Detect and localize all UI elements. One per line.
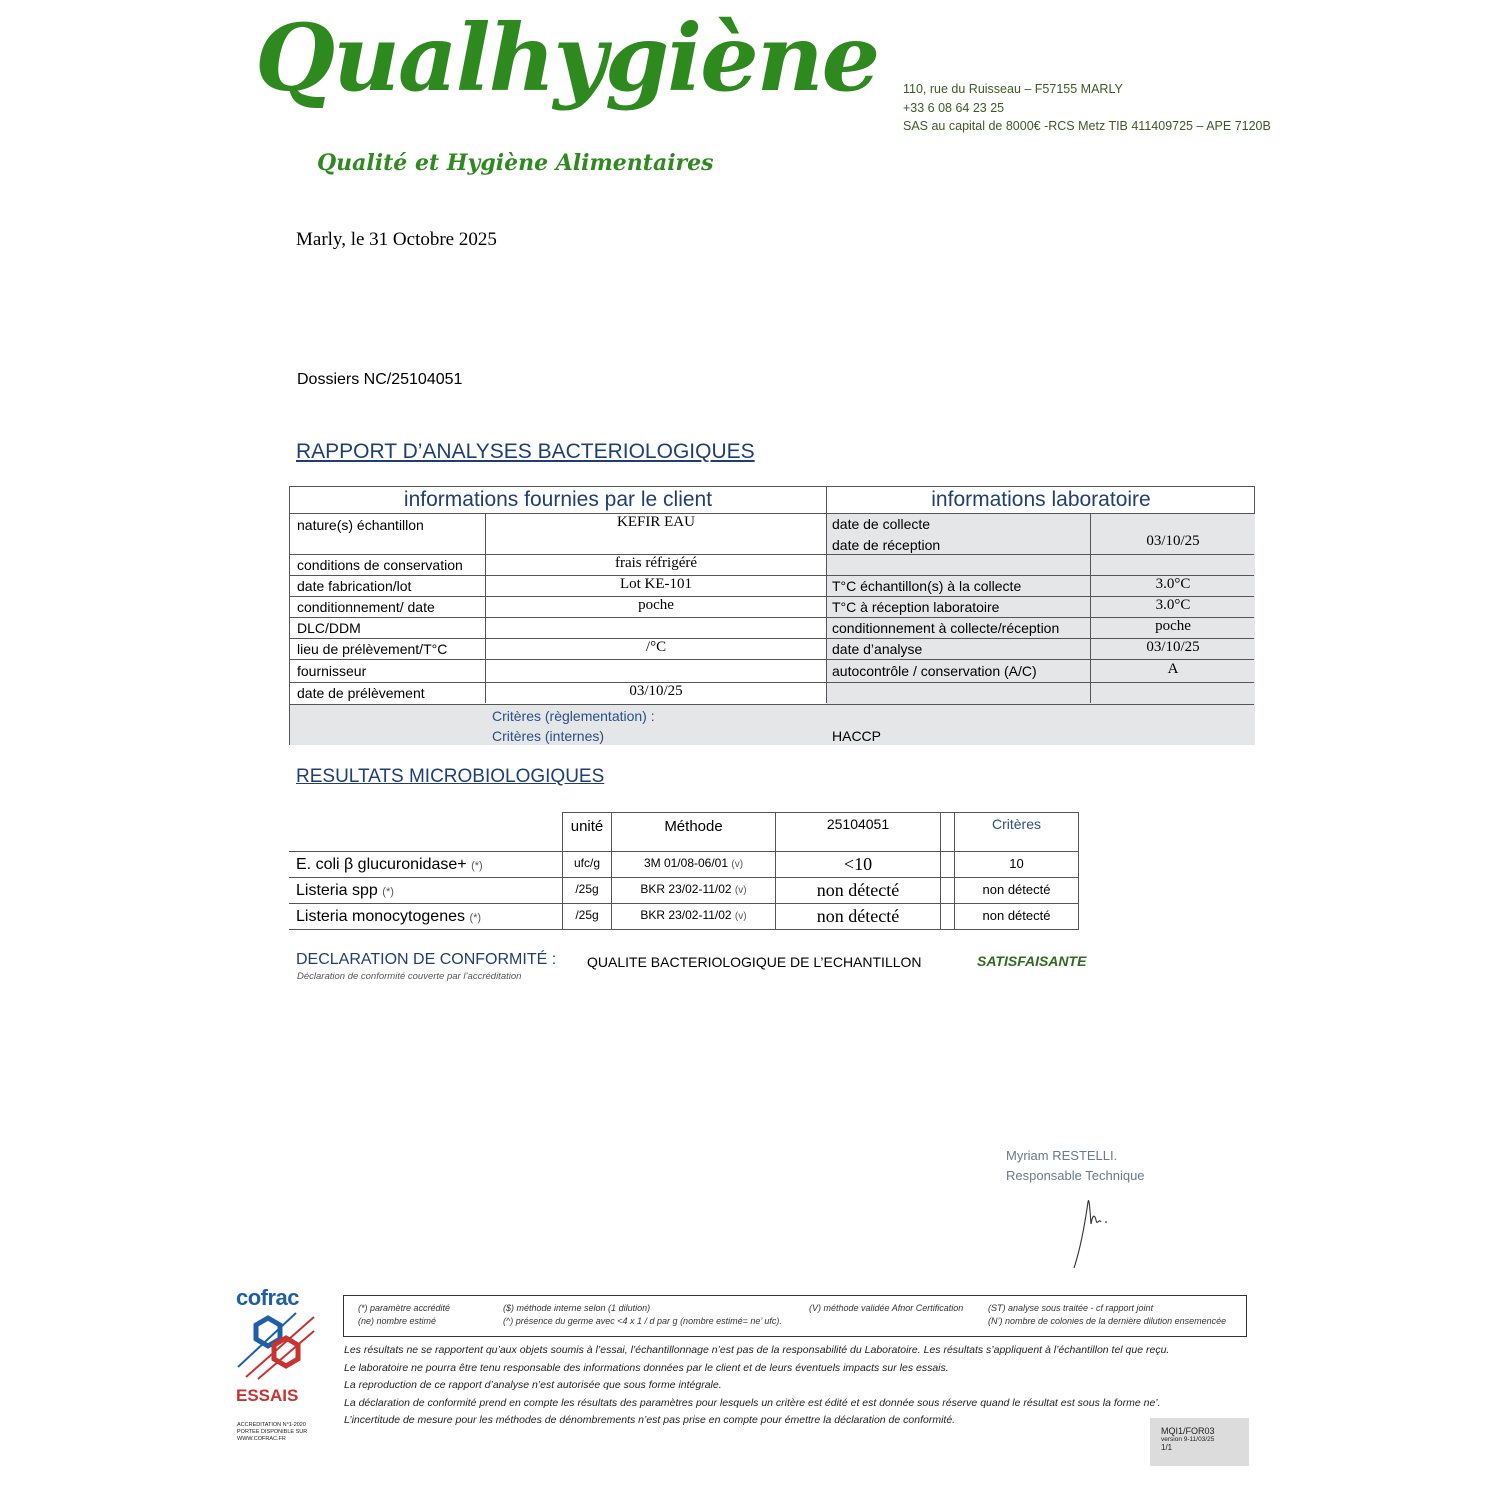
legend-item: ($) méthode interne selon (1 dilution) [503,1303,651,1313]
lab-label: date d’analyse [832,641,923,657]
result-method [612,908,775,922]
cofrac-essais: ESSAIS [236,1386,299,1405]
accreditation-info [237,1422,327,1443]
parameter-name: Listeria spp [296,882,378,899]
results-title: RESULTATS MICROBIOLOGIQUES [296,766,605,787]
client-label: fournisseur [297,663,367,679]
cofrac-emblem-icon [236,1311,316,1381]
company-contact [903,80,1271,136]
result-unit: ufc/g [573,856,600,870]
method-code: BKR 23/02-11/02 [640,882,732,896]
info-table [289,486,1255,745]
client-label: conditionnement/ date [297,599,435,615]
legend-item: (N’) nombre de colonies de la dernière dilution ensemencée [988,1316,1227,1326]
company-logo [255,4,879,187]
method-code: BKR 23/02-11/02 [640,908,732,922]
accredited-mark: (*) [382,886,394,898]
company-phone: +33 6 08 64 23 25 [903,100,1005,115]
result-row-name [296,882,394,900]
client-label: DLC/DDM [297,620,361,636]
client-value: 03/10/25 [629,683,683,699]
client-label: date de prélèvement [297,685,425,701]
result-value: non détecté [816,880,900,900]
method-code: 3M 01/08-06/01 [643,856,729,870]
disclaimer-line: Le laboratoire ne pourra être tenu responsable des informations données par le client et de leurs éventuels impacts sur les essais. [344,1361,949,1374]
lab-value: A [1167,661,1179,677]
disclaimer-line: Les résultats ne se rapportent qu’aux objets soumis à l’essai, l’échantillonnage n’est pas de la responsabilité du Laboratoire. Les résultats s’appliquent à l’échantillon tel que reçu. [344,1344,1170,1356]
accredited-mark: (*) [469,912,482,924]
lab-value: 03/10/25 [1146,639,1200,655]
lab-label: date de réception [832,537,941,553]
document-reference [1150,1418,1249,1466]
doc-code: MQI1/FOR03 [1161,1426,1215,1436]
accredited-mark: (*) [471,860,483,872]
method-mark: (v) [731,859,744,870]
lab-label: autocontrôle / conservation (A/C) [832,663,1037,679]
legend-item: (ne) nombre estimé [358,1316,437,1326]
client-value: poche [638,597,674,613]
result-criteria: 10 [1009,856,1024,871]
legend-item: (ST) analyse sous traitée - cf rapport joint [988,1303,1154,1313]
criteria-regulation-label: Critères (règlementation) : [492,708,655,724]
result-unit: /25g [575,908,599,922]
legend-item: (^) présence du germe avec <4 x 1 / d par g (nombre estimé= ne’ ufc). [503,1316,782,1326]
client-value: Lot KE-101 [619,576,693,592]
result-row-name [296,856,483,874]
report-title: RAPPORT D’ANALYSES BACTERIOLOGIQUES [296,440,755,463]
client-value: frais réfrigéré [614,555,698,571]
dossier-number: Dossiers NC/25104051 [297,371,463,388]
col-unit-header: unité [570,818,604,835]
signatory-name: Myriam RESTELLI. [1006,1148,1118,1163]
method-mark: (v) [734,911,747,922]
doc-page: 1/1 [1161,1443,1173,1452]
result-criteria: non détecté [982,882,1051,897]
signature-image [1070,1190,1115,1270]
method-mark: (v) [734,885,747,896]
col-criteria-header: Critères [991,816,1041,832]
declaration-verdict: SATISFAISANTE [977,953,1087,969]
client-label: nature(s) échantillon [297,517,424,533]
company-legal: SAS au capital de 8000€ -RCS Metz TIB 411409725 – APE 7120B [903,119,1271,133]
client-value: KEFIR EAU [617,514,695,530]
col-sample-header: 25104051 [826,816,890,832]
declaration-label: DECLARATION DE CONFORMITÉ : [296,951,557,968]
declaration-sublabel: Déclaration de conformité couverte par l’accréditation [297,971,522,982]
lab-label: T°C échantillon(s) à la collecte [832,578,1022,594]
signatory-role: Responsable Technique [1006,1168,1145,1183]
company-address: 110, rue du Ruisseau – F57155 MARLY [903,82,1123,96]
client-label: date fabrication/lot [297,578,412,594]
lab-value: 3.0°C [1155,597,1191,613]
disclaimer-line: La reproduction de ce rapport d’analyse n’est autorisée que sous forme intégrale. [344,1379,722,1391]
criteria-internal-label: Critères (internes) [492,728,605,744]
client-label: lieu de prélèvement/T°C [297,641,448,657]
logo-wordmark: Qualhygiène [255,4,879,112]
result-row-name [296,908,481,926]
lab-value: poche [1155,618,1191,634]
legend-item: (*) paramètre accrédité [358,1303,451,1313]
lab-label: conditionnement à collecte/réception [832,620,1060,636]
criteria-internal-value: HACCP [832,728,882,744]
doc-version: version 9-11/03/25 [1161,1436,1215,1443]
legend-item: (V) méthode validée Afnor Certification [809,1303,964,1313]
logo-tagline: Qualité et Hygiène Alimentaires [317,150,714,176]
result-method [612,882,775,896]
result-unit: /25g [575,882,599,896]
lab-label: T°C à réception laboratoire [832,599,1000,615]
disclaimers [344,1342,1169,1430]
parameter-name: Listeria monocytogenes [296,908,465,925]
accreditation-line: ACCREDITATION N°1-2020 [237,1422,306,1428]
parameter-name: E. coli β glucuronidase+ [296,856,467,873]
cofrac-logo [236,1285,316,1406]
accreditation-line: PORTEE DISPONIBLE SUR [237,1429,308,1435]
lab-value: 03/10/25 [1146,533,1200,549]
cofrac-wordmark: cofrac [236,1285,300,1310]
results-table [289,812,1079,930]
disclaimer-line: L’incertitude de mesure pour les méthodes de dénombrements n’est pas prise en compte pour émettre la déclaration de conformité. [344,1414,956,1426]
accreditation-line: WWW.COFRAC.FR [237,1436,286,1442]
col-method-header: Méthode [664,818,723,835]
lab-value: 3.0°C [1155,576,1191,592]
legend-box [343,1295,1247,1337]
letter-date: Marly, le 31 Octobre 2025 [296,229,497,250]
result-value: <10 [843,854,873,874]
client-value: /°C [645,639,667,655]
client-info-header: informations fournies par le client [403,488,713,511]
declaration-text: QUALITE BACTERIOLOGIQUE DE L’ECHANTILLON [587,954,922,970]
result-value: non détecté [816,906,900,926]
result-method [612,856,775,870]
lab-info-header: informations laboratoire [931,488,1151,511]
lab-label: date de collecte [832,516,931,532]
result-criteria: non détecté [982,908,1051,923]
disclaimer-line: La déclaration de conformité prend en compte les résultats des paramètres pour lesquels un critère est édité et est donnée sous réserve quand le résultat est sous la forme ne’. [344,1396,1161,1409]
client-label: conditions de conservation [297,557,463,573]
